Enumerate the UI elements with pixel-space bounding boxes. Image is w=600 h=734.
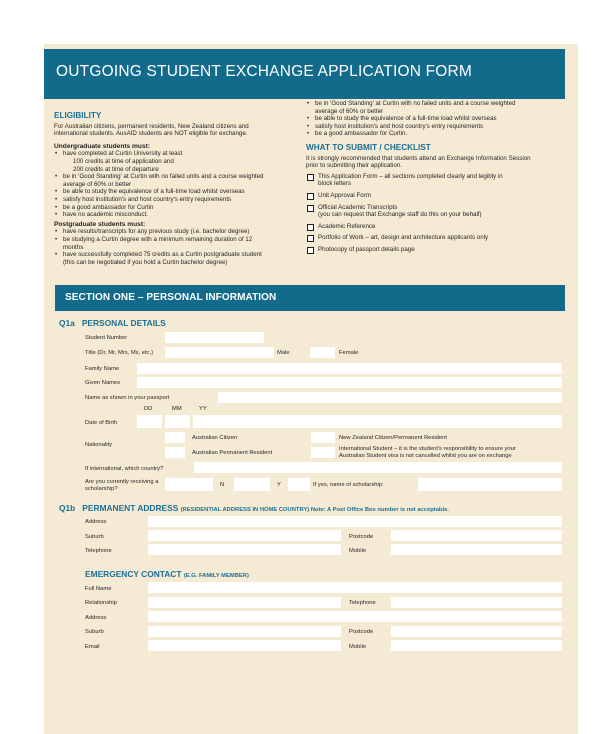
au-citizen-checkbox[interactable] — [165, 432, 185, 443]
emergency-contact-heading: EMERGENCY CONTACT (E.G. FAMILY MEMBER) — [85, 569, 249, 579]
checklist-item[interactable]: Unit Approval Form — [306, 192, 556, 200]
nz-citizen-label: New Zealand Citizen/Permanent Resident — [339, 435, 447, 441]
q1b-heading: Q1b PERMANENT ADDRESS (RESIDENTIAL ADDRESS IN HOME COUNTRY) Note: A Post Office Box number is not acceptable. — [59, 503, 449, 513]
list-item: • satisfy host institution's and host country's entry requirements — [306, 123, 556, 131]
scholarship-name-label: If yes, name of scholarship: — [313, 482, 384, 488]
male-checkbox[interactable] — [249, 347, 274, 358]
student-number-field[interactable] — [165, 332, 264, 343]
yy-label: YY — [199, 406, 207, 412]
if-intl-label: If international, which country? — [85, 466, 164, 472]
nationality-label: Nationality — [85, 442, 113, 448]
relationship-label: Relationship — [85, 600, 117, 606]
list-item: • be able to study the equivalence of a full-time load whilst overseas — [306, 115, 556, 123]
eligibility-intro: For Australian citizens, permanent residents, New Zealand citizens and international students. AusAID students are NOT eligible for exchange. — [54, 122, 249, 138]
nz-citizen-checkbox[interactable] — [311, 432, 335, 443]
list-item: • be in 'Good Standing' at Curtin with no failed units and a course weighted — [306, 100, 556, 108]
postgraduate-list — [54, 228, 299, 266]
student-number-label: Student Number — [85, 335, 128, 341]
intl-student-label: International Student – it is the student's responsibility to ensure your Australian Student visa is not cancelled whilst you are on exchange — [339, 446, 516, 459]
list-item: • have completed at Curtin University at least — [54, 150, 299, 158]
female-label: Female — [339, 350, 359, 356]
suburb-label: Suburb — [85, 534, 104, 540]
list-item: • satisfy host institution's and host country's entry requirements — [54, 196, 299, 204]
full-name-field[interactable] — [148, 582, 562, 593]
dob-month-field[interactable] — [165, 415, 190, 428]
list-item: • be able to study the equivalence of a full-time load whilst overseas — [54, 188, 299, 196]
dob-extra-field[interactable] — [218, 415, 562, 428]
country-field[interactable] — [194, 462, 562, 473]
section-one-title: SECTION ONE – PERSONAL INFORMATION — [65, 292, 277, 303]
eligibility-heading: ELIGIBILITY — [54, 111, 102, 120]
postcode-label: Postcode — [349, 534, 374, 540]
emergency-postcode-field[interactable] — [391, 626, 562, 637]
list-item: (this can be negotiated if you hold a Curtin bachelor degree) — [63, 258, 228, 266]
dd-label: DD — [144, 406, 153, 412]
family-name-field[interactable] — [137, 363, 562, 374]
checkbox[interactable] — [307, 193, 314, 200]
scholarship-yes-checkbox[interactable] — [234, 478, 270, 491]
family-name-label: Family Name — [85, 366, 120, 372]
emergency-address-label: Address — [85, 615, 107, 621]
dob-year-field[interactable] — [193, 415, 218, 428]
checklist-item[interactable]: Academic Reference — [306, 223, 556, 231]
emergency-mobile-field[interactable] — [391, 640, 562, 651]
postcode-field[interactable] — [391, 530, 562, 541]
postgraduate-heading: Postgraduate students must: — [54, 220, 146, 228]
list-item: months — [63, 243, 84, 251]
postgraduate-list-continued — [306, 100, 556, 138]
checkbox[interactable] — [307, 224, 314, 231]
suburb-field[interactable] — [148, 530, 341, 541]
scholarship-no-checkbox[interactable] — [165, 478, 213, 491]
given-names-field[interactable] — [137, 377, 562, 388]
au-pr-checkbox[interactable] — [165, 447, 185, 458]
scholarship-label: Are you currently receiving a scholarship? — [85, 479, 159, 492]
checklist-item[interactable]: This Application Form – all sections completed clearly and legibly in — [306, 173, 556, 181]
relationship-field[interactable] — [148, 597, 341, 608]
emergency-telephone-label: Telephone — [349, 600, 376, 606]
undergraduate-heading: Undergraduate students must: — [54, 142, 150, 150]
scholarship-name-field[interactable] — [418, 478, 562, 491]
form-page — [44, 44, 578, 734]
title-label: Title (Dr, Mr, Mrs, Ms, etc.) — [85, 350, 154, 356]
telephone-label: Telephone — [85, 548, 112, 554]
dob-day-field[interactable] — [137, 415, 162, 428]
given-names-label: Given Names — [85, 380, 121, 386]
intl-student-checkbox[interactable] — [311, 447, 335, 458]
list-item: • be a good ambassador for Curtin. — [306, 130, 556, 138]
scholarship-yes-field[interactable] — [288, 478, 310, 491]
no-label: N — [220, 482, 225, 488]
female-checkbox[interactable] — [310, 347, 335, 358]
au-citizen-label: Australian Citizen — [192, 435, 238, 441]
email-field[interactable] — [148, 640, 341, 651]
list-item: • be studying a Curtin degree with a minimum remaining duration of 12 — [54, 236, 299, 244]
emergency-mobile-label: Mobile — [349, 644, 367, 650]
q1a-heading: Q1a PERSONAL DETAILS — [59, 318, 166, 328]
checklist-item-cont: (you can request that Exchange staff do this on your behalf) — [318, 211, 482, 219]
checklist-item-cont: block letters — [318, 180, 352, 188]
checklist-intro: It is strongly recommended that students attend an Exchange Information Session prior to submitting their application. — [306, 154, 531, 170]
emergency-address-field[interactable] — [148, 611, 562, 622]
emergency-suburb-label: Suburb — [85, 629, 104, 635]
yes-label: Y — [277, 482, 281, 488]
passport-name-field[interactable] — [218, 392, 562, 403]
title-banner — [44, 49, 565, 99]
emergency-suburb-field[interactable] — [148, 626, 341, 637]
list-item: 100 credits at time of application and — [73, 157, 174, 165]
full-name-label: Full Name — [85, 586, 112, 592]
checklist-item[interactable]: Official Academic Transcripts — [306, 204, 556, 212]
mobile-field[interactable] — [391, 544, 562, 555]
address-label: Address — [85, 519, 107, 525]
emergency-postcode-label: Postcode — [349, 629, 374, 635]
mobile-label: Mobile — [349, 548, 367, 554]
checklist-item[interactable]: Photocopy of passport details page — [306, 246, 556, 254]
list-item: • have results/transcripts for any previous study (i.e. bachelor degree) — [54, 228, 299, 236]
list-item: 200 credits at time of departure — [73, 165, 159, 173]
checkbox[interactable] — [307, 235, 314, 242]
checkbox[interactable] — [307, 247, 314, 254]
list-item: • have no academic misconduct. — [54, 211, 299, 219]
checklist — [306, 173, 556, 254]
list-item: average of 60% or better — [315, 107, 384, 115]
passport-name-label: Name as shown in your passport — [85, 395, 170, 401]
emergency-telephone-field[interactable] — [391, 597, 562, 608]
list-item: • have successfully completed 75 credits as a Curtin postgraduate student — [54, 251, 299, 259]
section-one-banner — [55, 285, 565, 311]
au-pr-label: Australian Permanent Resident — [192, 450, 273, 456]
email-label: Email — [85, 644, 100, 650]
undergraduate-list — [54, 150, 299, 218]
list-item: • be in 'Good Standing' at Curtin with no failed units and a course weighted — [54, 173, 299, 181]
mm-label: MM — [172, 406, 182, 412]
dob-label: Date of Birth — [85, 420, 118, 426]
telephone-field[interactable] — [148, 544, 341, 555]
list-item: • be a good ambassador for Curtin — [54, 204, 299, 212]
male-label: Male — [277, 350, 290, 356]
list-item: average of 60% or better — [63, 180, 132, 188]
checklist-heading: WHAT TO SUBMIT / CHECKLIST — [306, 142, 431, 152]
checklist-item[interactable]: Portfolio of Work – art, design and architecture applicants only — [306, 234, 556, 242]
personal-information-form — [44, 314, 578, 734]
form-title: OUTGOING STUDENT EXCHANGE APPLICATION FORM — [56, 63, 473, 80]
address-field[interactable] — [148, 516, 562, 527]
